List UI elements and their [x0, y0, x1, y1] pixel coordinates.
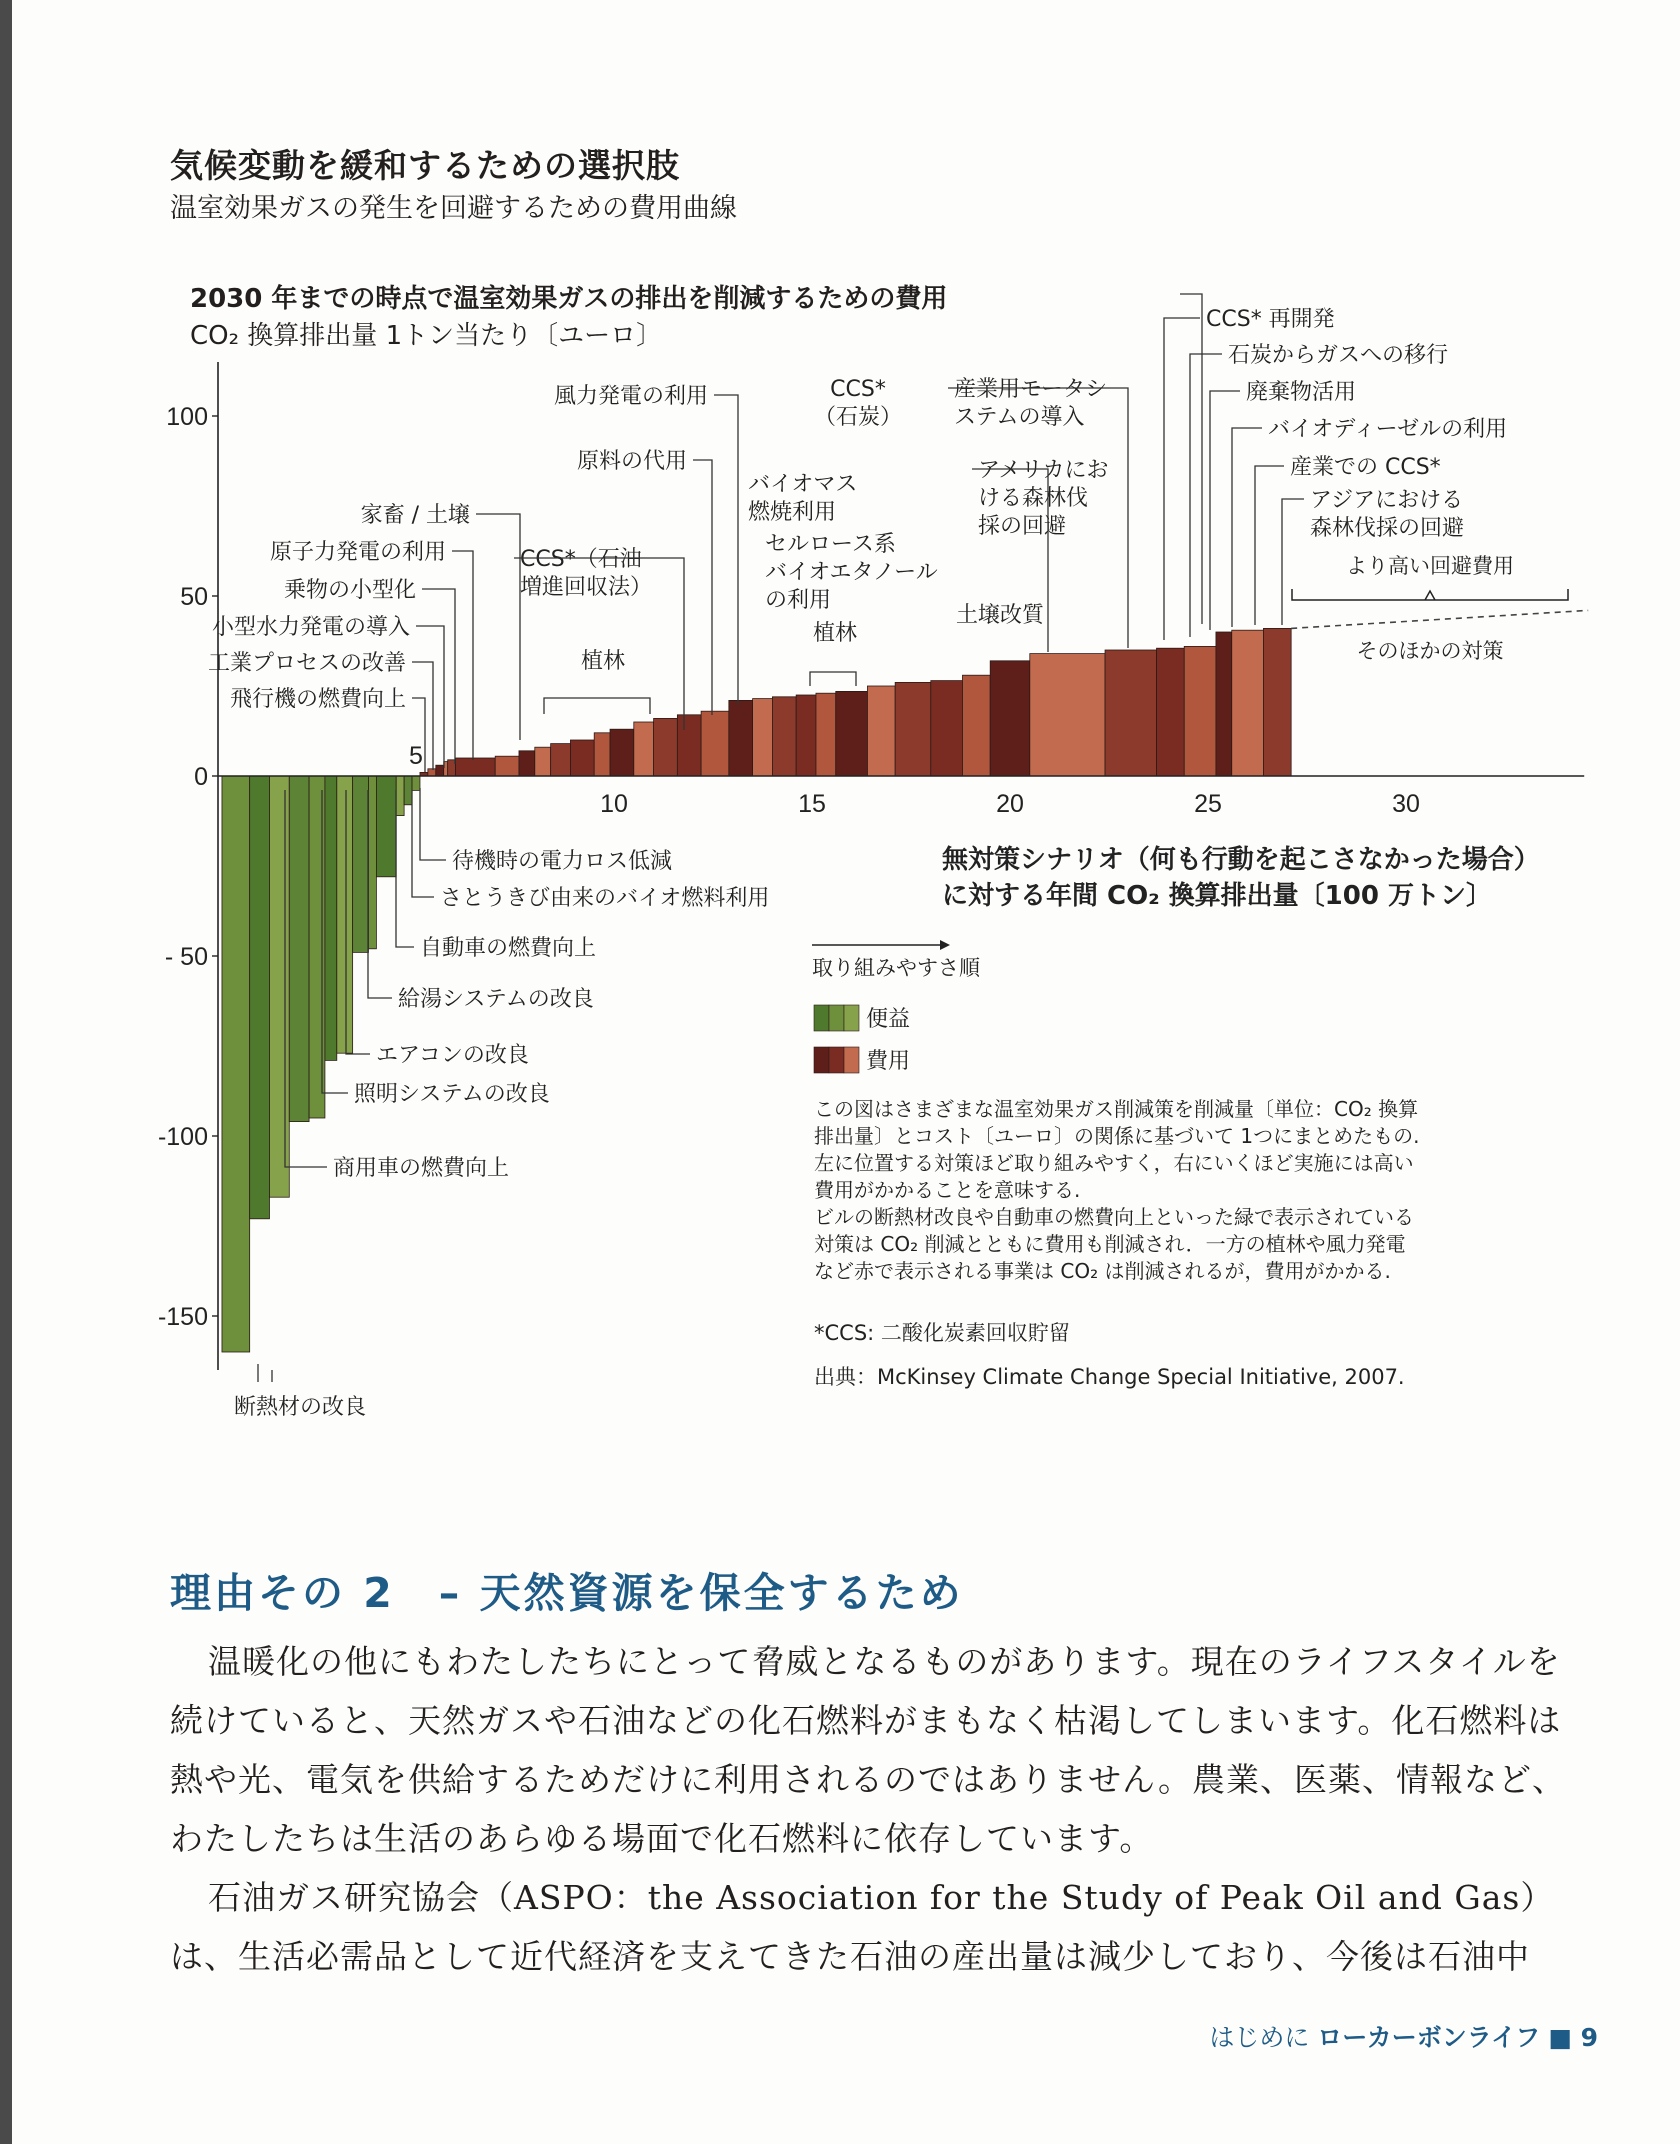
cost-bar: [1030, 654, 1105, 776]
note-line: 費用がかかることを意味する.: [814, 1178, 1081, 1202]
annotation-leader-line: [1282, 499, 1304, 625]
annotation-leader-line: [1210, 391, 1240, 630]
annotation-leader-line: [1255, 466, 1284, 625]
annotation-label: CCS*（石炭）: [813, 377, 903, 430]
x-tick-label: 30: [1392, 790, 1420, 818]
annotation-label: 乗物の小型化: [283, 578, 416, 603]
cost-bar: [1232, 630, 1264, 776]
annotation-label: セルロース系バイオエタノールの利用: [765, 532, 938, 613]
benefit-bar: [325, 776, 337, 1060]
cost-bar: [701, 711, 729, 776]
annotation-label: アジアにおける森林伐採の回避: [1310, 488, 1465, 541]
benefit-bar: [250, 776, 270, 1219]
cost-bar: [836, 691, 868, 776]
benefit-bar: [353, 776, 369, 952]
cost-bar: [962, 675, 990, 776]
cost-bar: [1157, 648, 1185, 776]
y-tick-label: -100: [157, 1123, 208, 1151]
further-measures-label: そのほかの対策: [1356, 639, 1504, 663]
annotation-leader-line: [1232, 428, 1262, 627]
annotation-label: 断熱材の改良: [234, 1395, 367, 1420]
annotation-label: 飛行機の燃費向上: [229, 687, 406, 712]
note-line: など赤で表示される事業は CO₂ は削減されるが，費用がかかる.: [814, 1259, 1391, 1283]
cost-bar: [436, 765, 444, 776]
annotation-leader-line: [693, 460, 712, 715]
annotation-leader-line: [714, 395, 738, 705]
annotation-label: 植林: [580, 649, 626, 674]
afforestation-bracket: [544, 698, 650, 714]
cost-bar: [1105, 650, 1156, 776]
higher-cost-bracket: [1292, 589, 1568, 600]
figure-subtitle: 温室効果ガスの発生を回避するための費用曲線: [170, 193, 737, 224]
benefit-bar: [412, 776, 420, 790]
cost-bar: [990, 661, 1030, 776]
footer-book-title: ローカーボンライフ: [1317, 2023, 1541, 2052]
benefit-bar: [368, 776, 376, 949]
footer-chapter: はじめに: [1209, 2023, 1310, 2052]
y-tick-label: - 50: [164, 943, 208, 971]
annotation-label: 産業用モータシステムの導入: [954, 377, 1108, 430]
annotation-label: 植林: [812, 621, 858, 646]
benefit-bar: [269, 776, 289, 1197]
paragraph: 石油ガス研究協会（ASPO：the Association for the Study of Peak Oil and Gas）は、生活必需品として近代経済を支えてきた石油の産出量は減少しており、今後は石油中: [170, 1878, 1555, 1976]
page-footer: [1209, 2018, 1598, 2054]
annotation-label: 廃棄物活用: [1246, 380, 1357, 405]
annotation-label: CCS* 再開発: [1206, 307, 1335, 332]
cost-bar: [931, 681, 963, 776]
y-tick-label: 0: [194, 763, 208, 791]
higher-cost-label: より高い回避費用: [1346, 554, 1514, 578]
legend-swatch: [814, 1005, 829, 1031]
annotation-label: 家畜 / 土壌: [360, 503, 470, 528]
annotation-leader-line: [1164, 318, 1200, 640]
body-text: [170, 1632, 1590, 1986]
cost-bar: [1263, 628, 1291, 776]
cost-bar: [772, 697, 796, 776]
cost-bar: [570, 740, 594, 776]
footnote: *CCS: 二酸化炭素回収貯留: [814, 1321, 1070, 1345]
page-number: ■ 9: [1548, 2023, 1598, 2052]
y-tick-label: 100: [166, 403, 208, 431]
annotation-label: 原子力発電の利用: [269, 540, 446, 565]
cost-bar: [610, 729, 634, 776]
annotation-label: 風力発電の利用: [553, 384, 708, 409]
y-tick-label: 50: [180, 583, 208, 611]
afforestation-bracket: [810, 672, 856, 686]
paragraph: 温暖化の他にもわたしたちにとって脅威となるものがあります。現在のライフスタイルを続けていると、天然ガスや石油などの化石燃料がまもなく枯渇してしまいます。化石燃料は熱や光、電気を供給するためだけに利用されるのではありません。農業、医薬、情報など、わたしたちは生活のあらゆる場面で化石燃料に依存しています。: [170, 1642, 1566, 1858]
x-tick-label: 15: [798, 790, 826, 818]
section-title: 理由その 2 – 天然資源を保全するため: [170, 1569, 964, 1617]
note-line: この図はさまざまな温室効果ガス削減策を削減量〔単位：CO₂ 換算: [814, 1097, 1419, 1121]
benefit-bar: [396, 776, 404, 816]
cost-bar: [753, 699, 773, 776]
x-tick-label: 20: [996, 790, 1024, 818]
annotation-label: アメリカにおける森林伐採の回避: [978, 458, 1109, 539]
cost-bar: [867, 686, 895, 776]
benefit-bar: [337, 776, 353, 1053]
cost-bar: [1184, 646, 1216, 776]
cost-bar: [654, 718, 678, 776]
annotation-label: 工業プロセスの改善: [207, 651, 406, 676]
cost-bar: [895, 682, 931, 776]
annotation-label: エアコンの改良: [376, 1043, 529, 1068]
insulation-leader: [258, 1364, 272, 1382]
direction-arrow-head: [940, 940, 950, 950]
legend-label: 便益: [866, 1007, 911, 1032]
figure-title: 気候変動を緩和するための選択肢: [170, 146, 680, 185]
annotation-label: 照明システムの改良: [354, 1082, 550, 1107]
cost-bar: [816, 693, 836, 776]
note-line: ビルの断熱材改良や自動車の燃費向上といった緑で表示されている: [814, 1205, 1414, 1229]
x-axis-label-line1: 無対策シナリオ（何も行動を起こさなかった場合）: [942, 845, 1540, 875]
annotation-leader-line: [422, 589, 455, 764]
note-line: 対策は CO₂ 削減とともに費用も削減され．一方の植林や風力発電: [814, 1232, 1406, 1256]
cost-bar: [729, 700, 753, 776]
annotation-label: 給湯システムの改良: [398, 987, 594, 1012]
annotation-label: 商用車の燃費向上: [333, 1156, 510, 1181]
annotation-label: 自動車の燃費向上: [420, 936, 597, 961]
x-tick-label: 25: [1194, 790, 1222, 818]
cost-bar: [519, 751, 535, 776]
legend-label: 費用: [866, 1049, 911, 1074]
annotation-label: 待機時の電力ロス低減: [452, 849, 673, 874]
annotation-leader-line: [1190, 354, 1222, 637]
cost-bar: [677, 715, 701, 776]
cost-bar: [535, 747, 551, 776]
legend-swatch: [829, 1005, 844, 1031]
cost-bar: [796, 695, 816, 776]
legend-swatch: [844, 1047, 859, 1073]
cost-bar: [1216, 632, 1232, 776]
annotation-label: 土壌改質: [955, 603, 1045, 628]
cost-bar: [495, 756, 519, 776]
annotation-label: 原料の代用: [576, 449, 687, 474]
annotation-leader-line: [476, 514, 520, 740]
legend-swatch: [844, 1005, 859, 1031]
annotation-label: 産業での CCS*: [1290, 455, 1441, 480]
x-tick-label: 5: [409, 742, 423, 770]
note-line: 排出量〕とコスト〔ユーロ〕の関係に基づいて 1つにまとめたもの.: [814, 1124, 1420, 1148]
annotation-label: さとうきび由来のバイオ燃料利用: [440, 886, 770, 911]
cost-bar: [551, 744, 571, 776]
direction-label: 取り組みやすさ順: [812, 956, 980, 980]
annotation-label: 石炭からガスへの移行: [1228, 343, 1449, 368]
ccs-redevelop-leader: [1180, 294, 1202, 624]
source-line: 出典：McKinsey Climate Change Special Initiative, 2007.: [814, 1365, 1405, 1389]
cost-bar: [428, 769, 436, 776]
y-tick-label: -150: [157, 1303, 208, 1331]
note-line: 左に位置する対策ほど取り組みやすく，右にいくほど実施には高い: [814, 1151, 1414, 1175]
annotation-label: CCS*（石油増進回収法）: [520, 547, 653, 600]
further-measures-dashed-line: [1291, 610, 1588, 628]
legend-swatch: [829, 1047, 844, 1073]
annotation-leader-line: [420, 788, 446, 860]
annotation-label: 小型水力発電の導入: [211, 615, 410, 640]
annotation-label: バイオマス燃焼利用: [748, 472, 858, 525]
x-tick-label: 10: [600, 790, 628, 818]
chart-title: 2030 年までの時点で温室効果ガスの排出を削減するための費用: [190, 284, 948, 314]
cost-bar: [634, 722, 654, 776]
y-axis-label: CO₂ 換算排出量 1トン当たり〔ユーロ〕: [190, 321, 663, 351]
cost-bar: [594, 733, 610, 776]
benefit-bar: [222, 776, 250, 1352]
annotation-leader-line: [412, 790, 434, 897]
annotation-label: バイオディーゼルの利用: [1268, 417, 1508, 442]
x-axis-label-line2: に対する年間 CO₂ 換算排出量〔100 万トン〕: [942, 881, 1492, 911]
benefit-bar: [404, 776, 412, 805]
benefit-bar: [289, 776, 309, 1122]
benefit-bar: [376, 776, 396, 877]
cost-bar: [456, 758, 496, 776]
legend-swatch: [814, 1047, 829, 1073]
